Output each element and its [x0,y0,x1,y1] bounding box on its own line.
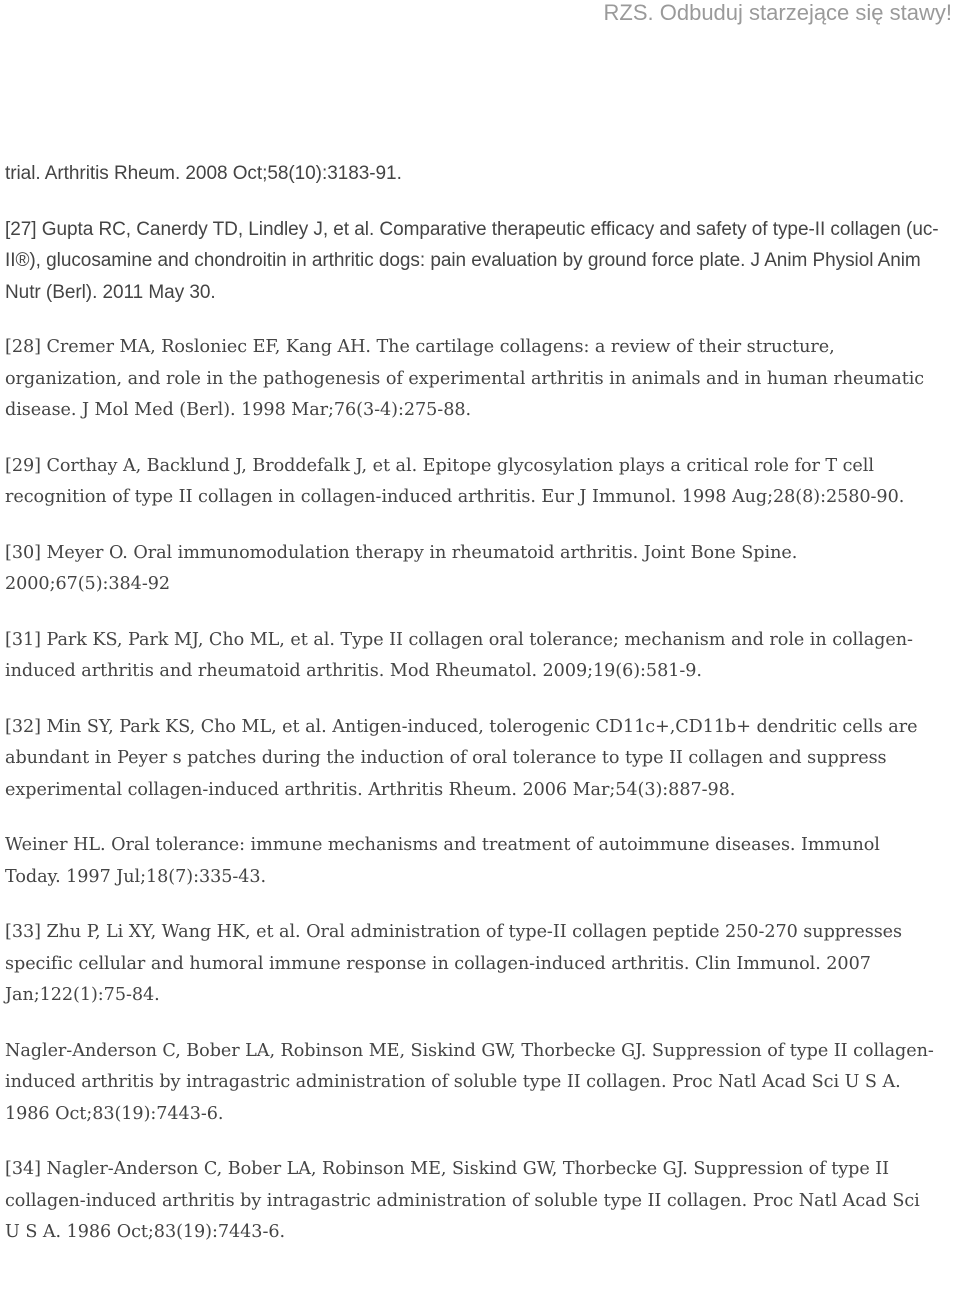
reference-item-continued: trial. Arthritis Rheum. 2008 Oct;58(10):3183-91. [5,163,402,184]
reference-item-nagler-anderson: Nagler-Anderson C, Bober LA, Robinson ME, Siskind GW, Thorbecke GJ. Suppression of type II collagen-induced arthritis by intragastric administration of soluble type II collagen. Proc Natl Acad Sci U S A. 1986 Oct;83(19):7443-6. [5,1040,934,1124]
reference-list [5,158,940,1273]
reference-item-33: [33] Zhu P, Li XY, Wang HK, et al. Oral administration of type-II collagen peptide 250-270 suppresses specific cellular and humoral immune response in collagen-induced arthritis. Clin Immunol. 2007 Jan;122(1):75-84. [5,922,903,1005]
reference-item-31: [31] Park KS, Park MJ, Cho ML, et al. Type II collagen oral tolerance; mechanism and role in collagen-induced arthritis and rheumatoid arthritis. Mod Rheumatol. 2009;19(6):581-9. [5,629,913,681]
reference-item-32: [32] Min SY, Park KS, Cho ML, et al. Antigen-induced, tolerogenic CD11c+,CD11b+ dendritic cells are abundant in Peyer s patches during the induction of oral tolerance to type II collagen and suppress experimental collagen-induced arthritis. Arthritis Rheum. 2006 Mar;54(3):887-98. [5,716,918,800]
reference-item-29: [29] Corthay A, Backlund J, Broddefalk J, et al. Epitope glycosylation plays a critical role for T cell recognition of type II collagen in collagen-induced arthritis. Eur J Immunol. 1998 Aug;28(8):2580-90. [5,455,905,507]
reference-item-34: [34] Nagler-Anderson C, Bober LA, Robinson ME, Siskind GW, Thorbecke GJ. Suppression of type II collagen-induced arthritis by intragastric administration of soluble type II collagen. Proc Natl Acad Sci U S A. 1986 Oct;83(19):7443-6. [5,1159,920,1242]
page-header-title: RZS. Odbuduj starzejące się stawy! [603,0,952,25]
reference-item-28: [28] Cremer MA, Rosloniec EF, Kang AH. The cartilage collagens: a review of their structure, organization, and role in the pathogenesis of experimental arthritis in animals and in human rheumatic disease. J Mol Med (Berl). 1998 Mar;76(3-4):275-88. [5,337,925,420]
reference-item-27: [27] Gupta RC, Canerdy TD, Lindley J, et al. Comparative therapeutic efficacy and safety of type-II collagen (uc-II®), glucosamine and chondroitin in arthritic dogs: pain evaluation by ground force plate. J Anim Physiol Anim Nutr (Berl). 2011 May 30. [5,218,939,303]
reference-item-30: [30] Meyer O. Oral immunomodulation therapy in rheumatoid arthritis. Joint Bone Spine. 2000;67(5):384-92 [5,542,798,594]
reference-item-weiner: Weiner HL. Oral tolerance: immune mechanisms and treatment of autoimmune diseases. Immunol Today. 1997 Jul;18(7):335-43. [5,835,880,887]
